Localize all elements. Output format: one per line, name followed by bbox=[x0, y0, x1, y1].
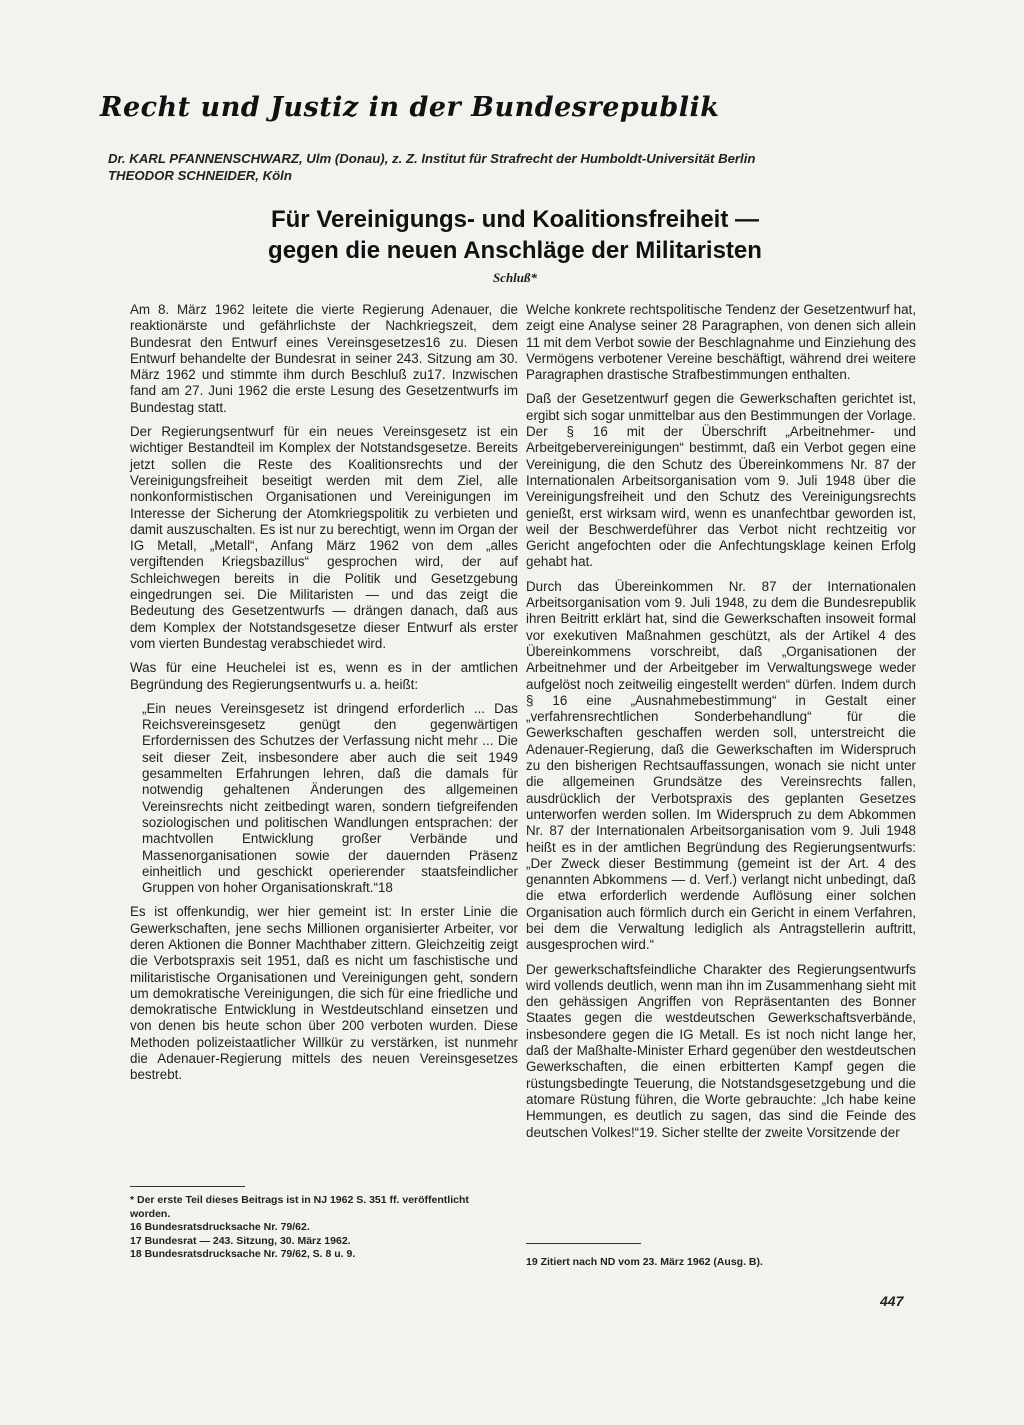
author-line: Dr. KARL PFANNENSCHWARZ, Ulm (Donau), z. Z. Institut für Strafrecht der Humboldt-Universität Berlin bbox=[108, 151, 756, 166]
footnotes-right bbox=[526, 1256, 916, 1270]
article-subtitle: Schluß* bbox=[492, 270, 538, 285]
page-number: 447 bbox=[880, 1293, 904, 1309]
footnote: 17 Bundesrat — 243. Sitzung, 30. März 1962. bbox=[130, 1234, 351, 1247]
paragraph: Daß der Gesetzentwurf gegen die Gewerkschaften gerichtet ist, ergibt sich sogar unmittelbar aus den Bestimmungen der Vorlage. Der § 16 mit der Überschrift „Arbeitnehmer- und Arbeitgebervereinigungen“ bestimmt, daß ein Verbot gegen eine Vereinigung, die den Schutz des Übereinkommens Nr. 87 der Internationalen Arbeitsorganisation vom 9. Juli 1948 über die Vereinigungsfreiheit und den Schutz des Vereinigungsrechts genießt, erst wirksam wird, wenn es unanfechtbar geworden ist, weil der Beschwerdeführer das Verbot nicht rechtzeitig vor Gericht angefochten oder die Anfechtungsklage keinen Erfolg gehabt hat. bbox=[526, 391, 916, 570]
paragraph: Der gewerkschaftsfeindliche Charakter des Regierungsentwurfs wird vollends deutlich, wenn man ihn im Zusammenhang sieht mit den gehässigen Angriffen von Repräsentanten des Bonner Staates gegen die westdeutschen Gewerkschaftsverbände, insbesondere gegen die IG Metall. Es ist noch nicht lange her, daß der Maßhalte-Minister Erhard gegenüber den westdeutschen Gewerkschaften, die einen erbitterten Kampf gegen die rüstungsbedingte Teuerung, die Notstandsgesetzgebung und die atomare Rüstung führen, die Worte gebrauchte: „Ich habe keine Hemmungen, es deutlich zu sagen, das sind die Feinde des deutschen Volkes!“19. Sicher stellte der zweite Vorsitzende der bbox=[526, 961, 916, 1140]
footnote: 16 Bundesratsdrucksache Nr. 79/62. bbox=[130, 1221, 310, 1233]
article-title bbox=[100, 204, 930, 266]
left-column bbox=[130, 302, 518, 1092]
paragraph: Es ist offenkundig, wer hier gemeint ist: In erster Linie die Gewerkschaften, jene sechs Millionen organisierter Arbeiter, vor deren Aktionen die Bonner Machthaber zittern. Gleichzeitig zeigt die Verbotspraxis seit 1951, daß es nicht um faschistische und militaristische Organisationen und Vereinigungen geht, sondern um demokratische Vereinigungen, die sich für eine friedliche und demokratische Entwicklung in Westdeutschland einsetzen und von denen bis heute schon über 200 verboten wurden. Diese Methoden polizeistaatlicher Willkür zu verstärken, ist nunmehr die Adenauer-Regierung mittels des neuen Vereinsgesetzes bestrebt. bbox=[130, 904, 518, 1083]
section-header: Recht und Justiz in der Bundesrepublik bbox=[100, 92, 720, 123]
footnote-rule bbox=[526, 1243, 641, 1244]
article-title-line: gegen die neuen Anschläge der Militaristen bbox=[268, 237, 762, 264]
footnote: 18 Bundesratsdrucksache Nr. 79/62, S. 8 u. 9. bbox=[130, 1248, 356, 1260]
footnote: 19 Zitiert nach ND vom 23. März 1962 (Ausg. B). bbox=[526, 1256, 763, 1268]
footnotes-left bbox=[130, 1194, 510, 1262]
footnote: * Der erste Teil dieses Beitrags ist in NJ 1962 S. 351 ff. veröffentlicht worden. bbox=[130, 1194, 469, 1220]
paragraph: Welche konkrete rechtspolitische Tendenz der Gesetzentwurf hat, zeigt eine Analyse seiner 28 Paragraphen, von denen sich allein 11 mit dem Verbot sowie der Beschlagnahme und Einziehung des Vermögens verbotener Vereine beschäftigt, während drei weitere Paragraphen drastische Strafbestimmungen enthalten. bbox=[526, 302, 916, 383]
paragraph: Der Regierungsentwurf für ein neues Vereinsgesetz ist ein wichtiger Bestandteil im Komplex der Notstandsgesetze. Bereits jetzt sollen die Reste des Koalitionsrechts und der Vereinigungsfreiheit beseitigt werden mit dem Ziel, alle nonkonformistischen Organisationen und Vereinigungen im Interesse der Sicherung der Atomkriegspolitik zu verbieten und damit auszuschalten. Es ist nur zu berechtigt, wenn im Organ der IG Metall, „Metall“, Anfang März 1962 von dem „alles vergiftenden Kriegsbazillus“ gesprochen wird, der auf Schleichwegen bereits in die Politik und Gesetzgebung eingedrungen sei. Die Militaristen — und das zeigt die Bedeutung des Gesetzentwurfs — drängen danach, daß aus dem Komplex der Notstandsgesetze dieser Entwurf als erster vom vierten Bundestag verabschiedet wird. bbox=[130, 424, 518, 651]
article-title-line: Für Vereinigungs- und Koalitionsfreiheit — bbox=[270, 206, 760, 233]
footnote-rule bbox=[130, 1186, 245, 1187]
author-block bbox=[108, 150, 918, 184]
paragraph: Am 8. März 1962 leitete die vierte Regierung Adenauer, die reaktionärste und gefährlichste der Nachkriegszeit, dem Bundesrat den Entwurf eines Vereinsgesetzes16 zu. Diesen Entwurf behandelte der Bundesrat in seiner 243. Sitzung am 30. März 1962 und stimmte ihm durch Beschluß zu17. Inzwischen fand am 27. Juni 1962 die erste Lesung des Gesetzentwurfs im Bundestag statt. bbox=[130, 302, 518, 415]
paragraph: Durch das Übereinkommen Nr. 87 der Internationalen Arbeitsorganisation vom 9. Juli 1948, zu dem die Bundesrepublik ihren Beitritt erklärt hat, sind die Gewerkschaften insoweit formal vor exekutiven Maßnahmen geschützt, als der Artikel 4 des Übereinkommens vorschreibt, daß „Organisationen der Arbeitnehmer und der Arbeitgeber im Verwaltungswege weder aufgelöst noch zeitweilig eingestellt werden“ dürfen. Indem durch § 16 eine „Ausnahmebestimmung“ in Gestalt einer „verfahrensrechtlichen Sonderbehandlung“ für die Gewerkschaften geschaffen werden soll, unterstreicht die Adenauer-Regierung, daß die Gewerkschaften im Widerspruch zu den bisherigen Rechtsauffassungen, wonach sie nicht unter die allgemeinen Grundsätze des Vereinsrechts fallen, ausdrücklich der Verbotspraxis des geplanten Gesetzes unterworfen werden sollen. Im Widerspruch zu dem Abkommen Nr. 87 der Internationalen Arbeitsorganisation vom 9. Juli 1948 heißt es in der amtlichen Begründung des Regierungsentwurfs: „Der Zweck dieser Bestimmung (gemeint ist der Art. 4 des genannten Abkommens — d. Verf.) verlangt nicht unbedingt, daß die etwa erforderlich werdende Auflösung einer solchen Organisation auch förmlich durch ein Gericht in einem Verfahren, bei dem die Verwaltung lediglich als Antragstellerin auftritt, ausgesprochen wird.“ bbox=[526, 578, 916, 953]
right-column bbox=[526, 302, 916, 1149]
author-line: THEODOR SCHNEIDER, Köln bbox=[108, 168, 292, 183]
block-quote: „Ein neues Vereinsgesetz ist dringend erforderlich ... Das Reichsvereinsgesetz genügt den gegenwärtigen Erfordernissen des Schutzes der Verfassung nicht mehr ... Die seit dieser Zeit, insbesondere aber auch die seit 1949 gesammelten Erfahrungen lehren, daß die damals für notwendig gehaltenen Änderungen des allgemeinen Vereinsrechts nicht zeitbedingt waren, sondern tiefgreifenden soziologischen und politischen Wandlungen entsprachen: der machtvollen Entwicklung großer Verbände und Massenorganisationen sowie der dauernden Präsenz einheitlich und geschickt operierender staatsfeindlicher Gruppen von hoher Organisationskraft.“18 bbox=[142, 700, 518, 896]
paragraph: Was für eine Heuchelei ist es, wenn es in der amtlichen Begründung des Regierungsentwurfs u. a. heißt: bbox=[130, 660, 518, 692]
